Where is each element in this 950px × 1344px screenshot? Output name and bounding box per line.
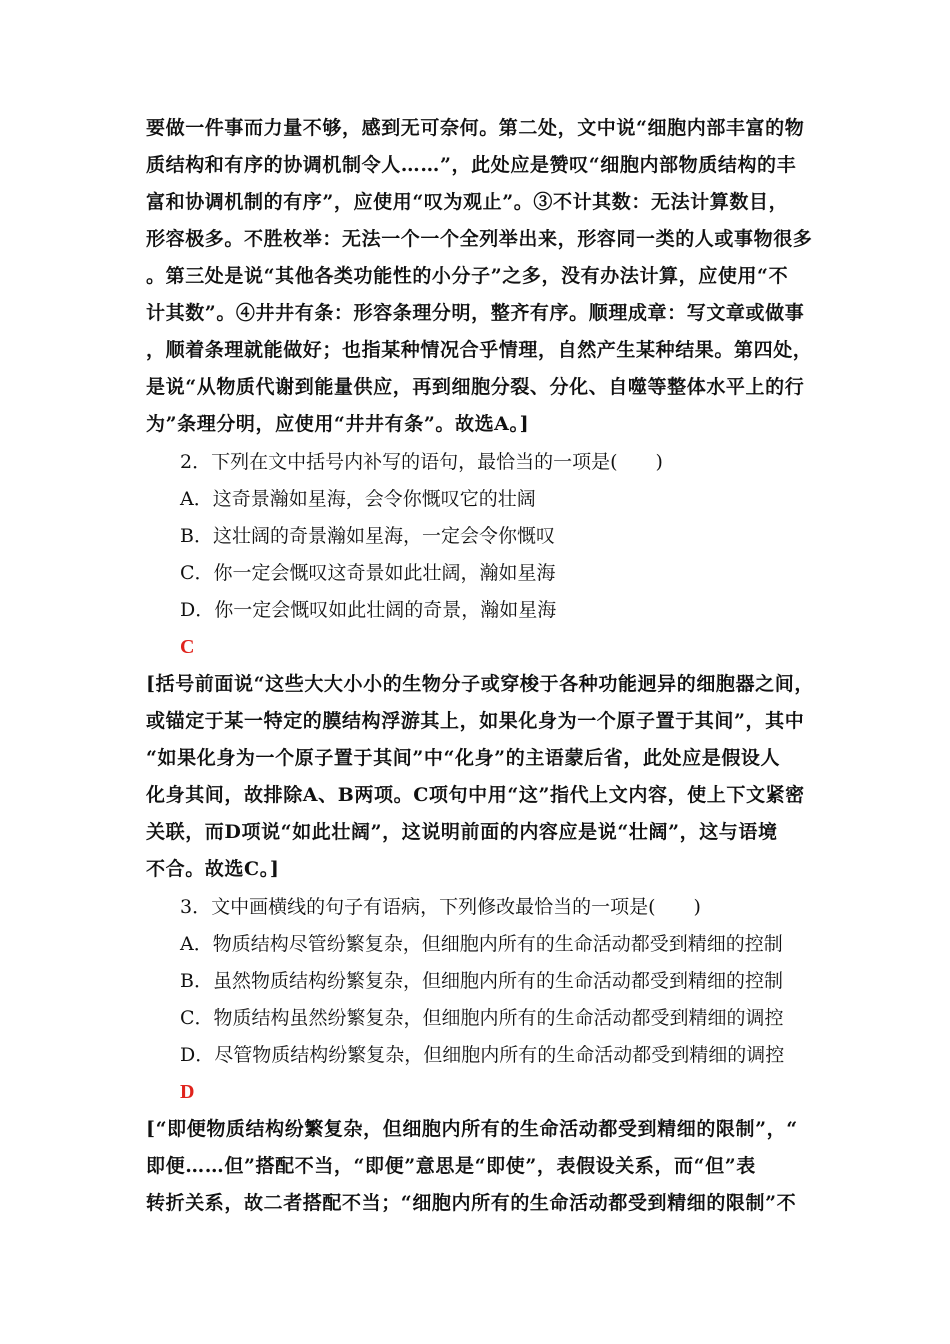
explanation-1-line-1: 要做一件事而力量不够，感到无可奈何。第二处，文中说“细胞内部丰富的物 (146, 117, 805, 139)
question-2-option-b: B．这壮阔的奇景瀚如星海，一定会令你慨叹 (180, 525, 555, 547)
question-3-stem: 3．文中画横线的句子有语病，下列修改最恰当的一项是( ) (180, 896, 701, 918)
question-3-explanation-line-3: 转折关系，故二者搭配不当；“细胞内所有的生命活动都受到精细的限制”不 (146, 1192, 797, 1214)
question-2-stem: 2．下列在文中括号内补写的语句，最恰当的一项是( ) (180, 451, 663, 473)
question-3-option-c: C．物质结构虽然纷繁复杂，但细胞内所有的生命活动都受到精细的调控 (180, 1007, 784, 1029)
explanation-1-line-3: 富和协调机制的有序”，应使用“叹为观止”。③不计其数：无法计算数目， (146, 191, 789, 213)
explanation-1-line-8: 是说“从物质代谢到能量供应，再到细胞分裂、分化、自噬等整体水平上的行 (146, 376, 805, 398)
question-2-option-d: D．你一定会慨叹如此壮阔的奇景，瀚如星海 (180, 599, 557, 621)
question-2-explanation-line-3: “如果化身为一个原子置于其间”中“化身”的主语蒙后省，此处应是假设人 (146, 747, 781, 769)
question-2-explanation-line-4: 化身其间，故排除A、B两项。C项句中用“这”指代上文内容，使上下文紧密 (146, 784, 805, 806)
question-2-option-a: A．这奇景瀚如星海，会令你慨叹它的壮阔 (180, 488, 536, 510)
question-2-explanation-line-6: 不合。故选C。] (146, 858, 280, 880)
question-3-option-b: B．虽然物质结构纷繁复杂，但细胞内所有的生命活动都受到精细的控制 (180, 970, 783, 992)
question-2-option-c: C．你一定会慨叹这奇景如此壮阔，瀚如星海 (180, 562, 556, 584)
question-2-explanation-line-2: 或锚定于某一特定的膜结构浮游其上，如果化身为一个原子置于其间”，其中 (146, 710, 805, 732)
explanation-1-line-7: ，顺着条理就能做好；也指某种情况合乎情理，自然产生某种结果。第四处， (146, 339, 813, 361)
explanation-1-line-4: 形容极多。不胜枚举：无法一个一个全列举出来，形容同一类的人或事物很多 (146, 228, 813, 250)
question-2-answer: C (180, 636, 195, 658)
question-3-option-a: A．物质结构尽管纷繁复杂，但细胞内所有的生命活动都受到精细的控制 (180, 933, 783, 955)
explanation-1-line-5: 。第三处是说“其他各类功能性的小分子”之多，没有办法计算，应使用“不 (146, 265, 789, 287)
explanation-1-line-6: 计其数”。④井井有条：形容条理分明，整齐有序。顺理成章：写文章或做事 (146, 302, 805, 324)
question-2-explanation-line-1: [括号前面说“这些大大小小的生物分子或穿梭于各种功能迥异的细胞器之间， (146, 673, 814, 695)
question-2-explanation-line-5: 关联，而D项说“如此壮阔”，这说明前面的内容应是说“壮阔”，这与语境 (146, 821, 778, 843)
explanation-1-line-2: 质结构和有序的协调机制令人……”，此处应是赞叹“细胞内部物质结构的丰 (146, 154, 797, 176)
question-3-explanation-line-1: [“即便物质结构纷繁复杂，但细胞内所有的生命活动都受到精细的限制”，“ (146, 1118, 798, 1140)
question-3-explanation-line-2: 即便……但”搭配不当，“即便”意思是“即使”，表假设关系，而“但”表 (146, 1155, 756, 1177)
explanation-1-line-9: 为”条理分明，应使用“井井有条”。故选A。] (146, 413, 530, 435)
question-3-answer: D (180, 1081, 195, 1103)
question-3-option-d: D．尽管物质结构纷繁复杂，但细胞内所有的生命活动都受到精细的调控 (180, 1044, 785, 1066)
